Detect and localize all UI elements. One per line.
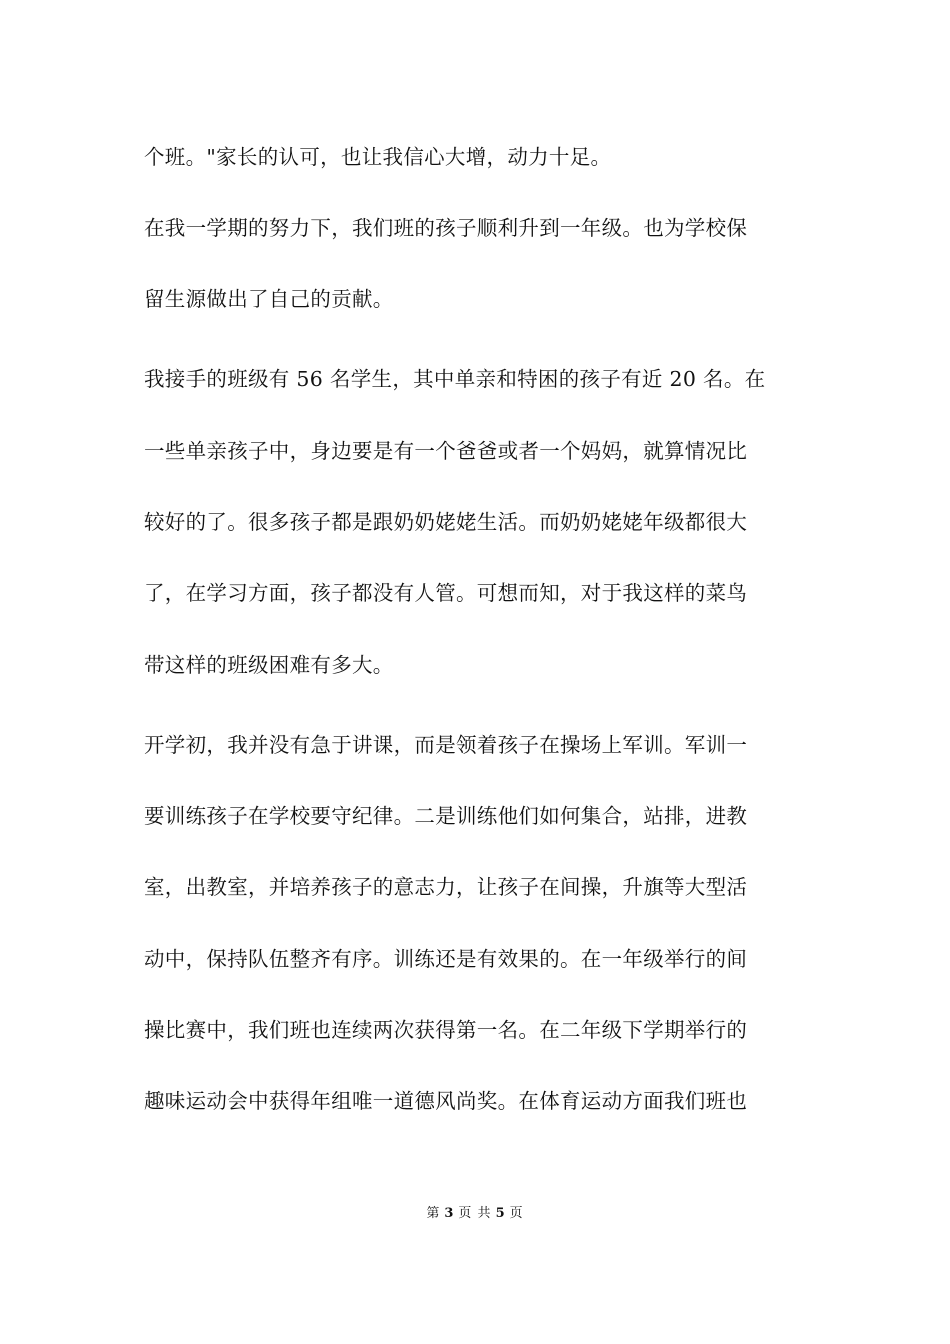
text-line: 留生源做出了自己的贡献。 (144, 287, 394, 311)
text-line: 个班。"家长的认可，也让我信心大增，动力十足。 (144, 145, 612, 169)
text-line: 操比赛中，我们班也连续两次获得第一名。在二年级下学期举行的 (144, 1018, 748, 1042)
text-line: 趣味运动会中获得年组唯一道德风尚奖。在体育运动方面我们班也 (144, 1089, 748, 1113)
text-line: 了，在学习方面，孩子都没有人管。可想而知，对于我这样的菜鸟 (144, 581, 748, 605)
text-line: 室，出教室，并培养孩子的意志力，让孩子在间操，升旗等大型活 (144, 875, 748, 899)
text-line: 动中，保持队伍整齐有序。训练还是有效果的。在一年级举行的间 (144, 947, 748, 971)
footer-total-pages: 5 (495, 1206, 506, 1221)
text-line: 一些单亲孩子中，身边要是有一个爸爸或者一个妈妈，就算情况比 (144, 439, 748, 463)
text-line: 开学初，我并没有急于讲课，而是领着孩子在操场上军训。军训一 (144, 733, 748, 757)
footer-middle: 页 共 (458, 1206, 492, 1221)
text-line: 在我一学期的努力下，我们班的孩子顺利升到一年级。也为学校保 (144, 216, 748, 240)
text-line: 要训练孩子在学校要守纪律。二是训练他们如何集合，站排，进教 (144, 804, 748, 828)
text-line: 较好的了。很多孩子都是跟奶奶姥姥生活。而奶奶姥姥年级都很大 (144, 510, 748, 534)
footer-prefix: 第 (426, 1206, 441, 1221)
page-footer (0, 1205, 950, 1223)
footer-current-page: 3 (444, 1206, 455, 1221)
text-line: 带这样的班级困难有多大。 (144, 653, 394, 677)
footer-suffix: 页 (509, 1206, 524, 1221)
text-line: 我接手的班级有 56 名学生，其中单亲和特困的孩子有近 20 名。在 (144, 367, 766, 391)
